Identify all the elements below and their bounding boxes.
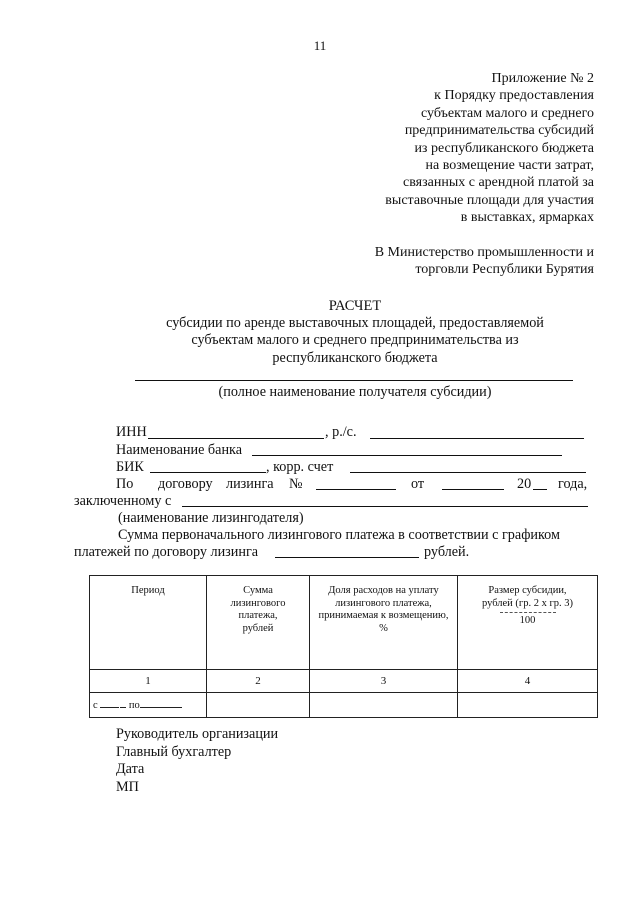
- lessor-caption: (наименование лизингодателя): [118, 510, 304, 526]
- payment-line-2-end: рублей.: [424, 544, 470, 560]
- bank-field[interactable]: [252, 455, 562, 456]
- payment-amount-field[interactable]: [275, 557, 419, 558]
- signature-accountant: Главный бухгалтер: [116, 743, 232, 760]
- table-header-row: [90, 576, 598, 670]
- period-prefix: с: [93, 699, 98, 711]
- contract-word: лизинга: [226, 476, 274, 492]
- appendix-line: Приложение № 2: [491, 71, 594, 86]
- period-mid: по: [128, 699, 140, 711]
- document-subtitle: [0, 315, 640, 367]
- subtitle-line: субсидии по аренде выставочных площадей, предоставляемой: [166, 315, 544, 331]
- period-from-field[interactable]: [120, 698, 126, 708]
- appendix-line: предпринимательства субсидий: [404, 123, 594, 139]
- payment-text: Сумма первоначального лизингового платежа в соответствии с графиком: [118, 527, 560, 543]
- header-payment-sum: Сумма лизингового платежа, рублей: [207, 576, 310, 670]
- column-number: 4: [458, 670, 598, 693]
- account-label: , р./с.: [325, 424, 357, 440]
- contract-number-sign: №: [289, 476, 303, 492]
- expense-share-cell[interactable]: [310, 693, 458, 718]
- subsidy-size-cell[interactable]: [458, 693, 598, 718]
- column-number: 2: [207, 670, 310, 693]
- signature-director: Руководитель организации: [116, 726, 279, 742]
- column-number-row: [90, 670, 598, 693]
- concluded-label: заключенному с: [74, 493, 172, 509]
- fraction-line: [500, 612, 556, 613]
- signature-date: Дата: [116, 761, 145, 778]
- signatures: [116, 726, 278, 796]
- table-row: [90, 693, 598, 718]
- corr-account-label: , корр. счет: [266, 459, 334, 475]
- appendix-line: в выставках, ярмарках: [460, 210, 594, 226]
- column-number: 3: [310, 670, 458, 693]
- bik-field[interactable]: [150, 472, 266, 473]
- addressee-line: В Министерство промышленности и: [374, 245, 594, 260]
- contract-word: договору: [158, 476, 213, 492]
- bank-label: Наименование банка: [116, 442, 243, 458]
- period-cell[interactable]: [90, 693, 207, 718]
- column-number: 1: [90, 670, 207, 693]
- header-denominator: 100: [519, 615, 536, 627]
- subtitle-line: субъектам малого и среднего предпринимательства из: [191, 332, 519, 349]
- subsidy-table: [89, 575, 598, 718]
- payment-line-2-start: платежей по договору лизинга: [74, 544, 259, 560]
- subtitle-line: республиканского бюджета: [272, 349, 438, 366]
- header-expense-share: Доля расходов на уплату лизингового платежа, принимаемая к возмещению, %: [310, 576, 458, 670]
- contract-year-prefix: 20: [517, 476, 532, 492]
- recipient-caption: (полное наименование получателя субсидии): [218, 384, 492, 400]
- appendix-line: на возмещение части затрат,: [425, 158, 594, 174]
- contract-word: от: [411, 476, 425, 492]
- payment-line-1: [118, 527, 594, 544]
- period-from-field[interactable]: [100, 698, 119, 708]
- corr-account-field[interactable]: [350, 472, 586, 473]
- header-period: Период: [90, 576, 207, 670]
- appendix-line: субъектам малого и среднего: [421, 105, 594, 121]
- payment-sum-cell[interactable]: [207, 693, 310, 718]
- appendix-line: из республиканского бюджета: [414, 140, 594, 156]
- period-to-field[interactable]: [140, 698, 182, 708]
- signature-seal: МП: [116, 778, 139, 795]
- contract-word: года,: [558, 476, 588, 492]
- inn-label: ИНН: [116, 424, 147, 440]
- addressee: [375, 244, 594, 279]
- page-number: 11: [313, 38, 327, 53]
- inn-field[interactable]: [148, 438, 324, 439]
- addressee-line: торговли Республики Бурятия: [415, 262, 594, 278]
- contract-word: По: [116, 476, 134, 492]
- contract-number-field[interactable]: [316, 489, 396, 490]
- header-subsidy-size: Размер субсидии, рублей (гр. 2 х гр. 3) 100: [458, 576, 598, 670]
- contract-year-field[interactable]: [533, 489, 547, 490]
- document-title: РАСЧЕТ: [328, 298, 382, 314]
- appendix-line: к Порядку предоставления: [434, 88, 594, 104]
- appendix-line: выставочные площади для участия: [385, 192, 594, 208]
- appendix-note: [385, 70, 594, 227]
- bik-label: БИК: [116, 459, 144, 475]
- recipient-name-field[interactable]: [135, 380, 573, 381]
- lessor-field[interactable]: [182, 506, 588, 507]
- appendix-line: связанных с арендной платой за: [403, 175, 594, 191]
- account-field[interactable]: [370, 438, 584, 439]
- contract-date-field[interactable]: [442, 489, 504, 490]
